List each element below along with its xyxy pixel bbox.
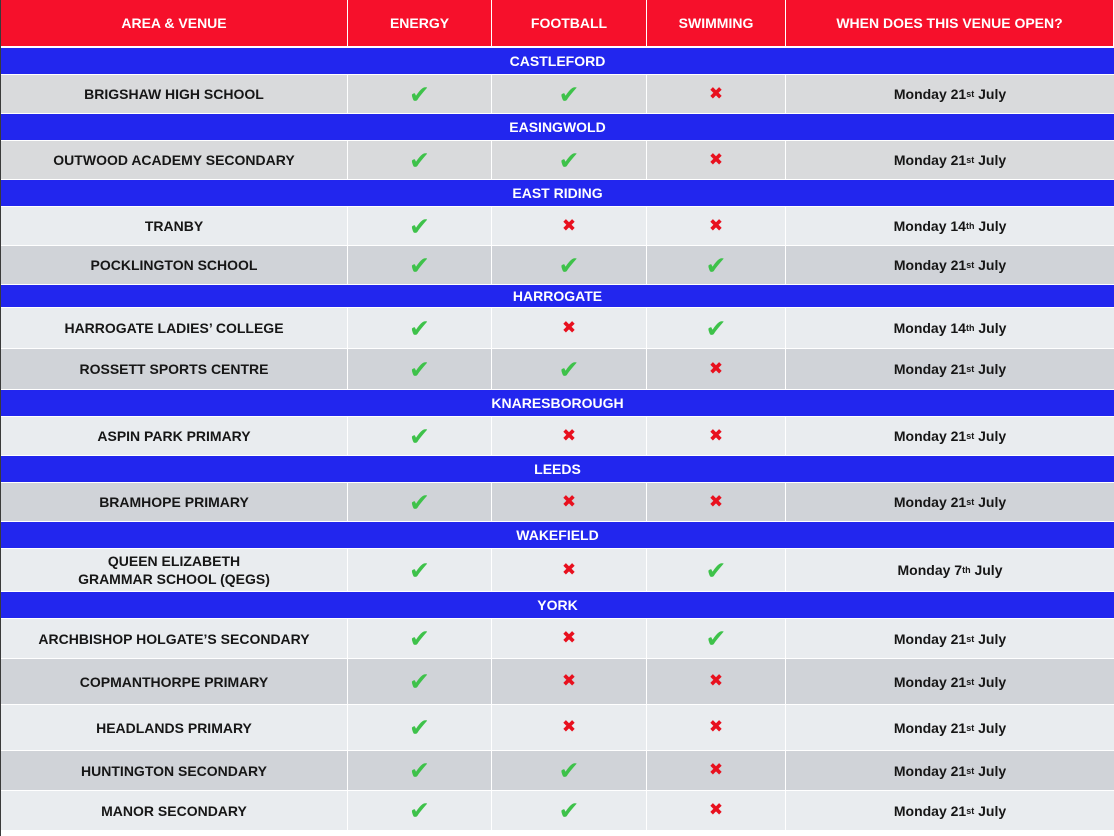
opening-date-month: July — [974, 719, 1007, 736]
check-icon: ✔ — [409, 79, 430, 109]
opening-date: Monday 21 st July — [786, 705, 1114, 751]
check-icon: ✔ — [409, 796, 430, 825]
football-availability-cell — [492, 751, 647, 791]
swimming-availability-cell — [647, 791, 786, 831]
venue-name: BRAMHOPE PRIMARY — [1, 483, 348, 522]
football-availability-cell — [492, 417, 647, 456]
cross-icon: ✖ — [708, 215, 724, 236]
football-availability-cell — [492, 246, 647, 285]
cross-icon: ✖ — [561, 717, 577, 737]
opening-date-day: Monday 21 — [893, 673, 967, 690]
opening-date-day: Monday 21 — [893, 494, 967, 510]
check-icon: ✔ — [558, 756, 580, 785]
energy-availability-cell — [348, 246, 492, 285]
opening-date-month: July — [974, 152, 1007, 168]
area-heading: EASINGWOLD — [1, 114, 1114, 141]
swimming-availability-cell — [647, 75, 786, 114]
swimming-availability-cell — [647, 308, 786, 349]
opening-date: Monday 21 st July — [786, 751, 1114, 791]
swimming-availability-cell — [647, 549, 786, 592]
energy-availability-cell — [348, 549, 492, 592]
check-icon: ✔ — [409, 211, 430, 241]
opening-date: Monday 21 st July — [786, 141, 1114, 180]
opening-date-month: July — [974, 630, 1007, 647]
opening-date-month: July — [974, 86, 1007, 102]
cross-icon: ✖ — [561, 215, 577, 236]
check-icon: ✔ — [705, 555, 727, 585]
opening-date-month: July — [974, 428, 1007, 444]
area-heading: LEEDS — [1, 456, 1114, 483]
header-opening-date: WHEN DOES THIS VENUE OPEN? — [786, 0, 1114, 48]
cross-icon: ✖ — [708, 425, 724, 446]
opening-date-day: Monday 21 — [893, 802, 967, 819]
opening-date: Monday 21 st July — [786, 417, 1114, 456]
opening-date: Monday 21 st July — [786, 791, 1114, 831]
area-heading: WAKEFIELD — [1, 522, 1114, 549]
opening-date-day: Monday 21 — [893, 428, 967, 444]
swimming-availability-cell — [647, 659, 786, 705]
opening-date-day: Monday 21 — [893, 762, 967, 779]
cross-icon: ✖ — [561, 671, 577, 691]
check-icon: ✔ — [705, 250, 727, 280]
opening-date-month: July — [974, 802, 1007, 819]
energy-availability-cell — [348, 75, 492, 114]
energy-availability-cell — [348, 483, 492, 522]
check-icon: ✔ — [409, 250, 430, 280]
swimming-availability-cell — [647, 751, 786, 791]
opening-date-month: July — [974, 494, 1007, 510]
opening-date-month: July — [974, 673, 1007, 690]
area-heading: EAST RIDING — [1, 180, 1114, 207]
football-availability-cell — [492, 308, 647, 349]
venue-name: QUEEN ELIZABETH GRAMMAR SCHOOL (QEGS) — [1, 549, 348, 592]
opening-date-month: July — [974, 361, 1007, 377]
venue-name: HUNTINGTON SECONDARY — [1, 751, 348, 791]
venue-name: MANOR SECONDARY — [1, 791, 348, 831]
energy-availability-cell — [348, 705, 492, 751]
venue-name: COPMANTHORPE PRIMARY — [1, 659, 348, 705]
opening-date: Monday 21 st July — [786, 75, 1114, 114]
swimming-availability-cell — [647, 619, 786, 659]
opening-date-day: Monday 7 — [897, 562, 963, 578]
venue-name: POCKLINGTON SCHOOL — [1, 246, 348, 285]
check-icon: ✔ — [705, 313, 727, 343]
swimming-availability-cell — [647, 246, 786, 285]
check-icon: ✔ — [409, 667, 430, 696]
check-icon: ✔ — [409, 313, 430, 343]
cross-icon: ✖ — [708, 760, 724, 780]
energy-availability-cell — [348, 791, 492, 831]
cross-icon: ✖ — [561, 317, 577, 338]
energy-availability-cell — [348, 659, 492, 705]
cross-icon: ✖ — [708, 149, 724, 170]
football-availability-cell — [492, 207, 647, 246]
check-icon: ✔ — [409, 354, 430, 384]
header-energy: ENERGY — [348, 0, 492, 48]
venue-name: ASPIN PARK PRIMARY — [1, 417, 348, 456]
energy-availability-cell — [348, 207, 492, 246]
opening-date: Monday 21 st July — [786, 349, 1114, 390]
area-heading: CASTLEFORD — [1, 48, 1114, 75]
check-icon: ✔ — [409, 145, 430, 175]
venue-name: HEADLANDS PRIMARY — [1, 705, 348, 751]
swimming-availability-cell — [647, 417, 786, 456]
opening-date: Monday 21 st July — [786, 246, 1114, 285]
venue-name: BRIGSHAW HIGH SCHOOL — [1, 75, 348, 114]
cross-icon: ✖ — [561, 491, 577, 512]
check-icon: ✔ — [409, 487, 430, 517]
football-availability-cell — [492, 549, 647, 592]
swimming-availability-cell — [647, 349, 786, 390]
opening-date-day: Monday 21 — [893, 630, 967, 647]
venue-name: OUTWOOD ACADEMY SECONDARY — [1, 141, 348, 180]
swimming-availability-cell — [647, 705, 786, 751]
check-icon: ✔ — [409, 624, 430, 653]
check-icon: ✔ — [409, 421, 430, 451]
cross-icon: ✖ — [708, 671, 724, 691]
check-icon: ✔ — [409, 555, 430, 585]
energy-availability-cell — [348, 141, 492, 180]
check-icon: ✔ — [558, 250, 580, 280]
venue-name: HARROGATE LADIES’ COLLEGE — [1, 308, 348, 349]
opening-date-day: Monday 21 — [893, 361, 967, 377]
check-icon: ✔ — [705, 624, 727, 653]
energy-availability-cell — [348, 751, 492, 791]
check-icon: ✔ — [558, 79, 580, 109]
opening-date-day: Monday 21 — [893, 257, 967, 273]
venue-name: TRANBY — [1, 207, 348, 246]
opening-date-month: July — [974, 218, 1007, 234]
header-swimming: SWIMMING — [647, 0, 786, 48]
swimming-availability-cell — [647, 141, 786, 180]
opening-date-day: Monday 21 — [893, 152, 967, 168]
energy-availability-cell — [348, 619, 492, 659]
football-availability-cell — [492, 349, 647, 390]
check-icon: ✔ — [558, 145, 580, 175]
football-availability-cell — [492, 791, 647, 831]
opening-date-day: Monday 14 — [893, 218, 966, 234]
energy-availability-cell — [348, 308, 492, 349]
opening-date-month: July — [974, 762, 1007, 779]
opening-date: Monday 14 th July — [786, 308, 1114, 349]
header-football: FOOTBALL — [492, 0, 647, 48]
cross-icon: ✖ — [708, 717, 724, 737]
opening-date: Monday 14 th July — [786, 207, 1114, 246]
energy-availability-cell — [348, 417, 492, 456]
header-area-venue: AREA & VENUE — [1, 0, 348, 48]
area-heading: KNARESBOROUGH — [1, 390, 1114, 417]
swimming-availability-cell — [647, 207, 786, 246]
cross-icon: ✖ — [561, 559, 577, 580]
opening-date-month: July — [974, 257, 1007, 273]
check-icon: ✔ — [558, 796, 580, 825]
area-heading: HARROGATE — [1, 285, 1114, 308]
opening-date: Monday 21 st July — [786, 483, 1114, 522]
football-availability-cell — [492, 141, 647, 180]
venue-name: ROSSETT SPORTS CENTRE — [1, 349, 348, 390]
check-icon: ✔ — [409, 713, 430, 742]
opening-date-month: July — [974, 320, 1007, 336]
football-availability-cell — [492, 705, 647, 751]
football-availability-cell — [492, 659, 647, 705]
check-icon: ✔ — [558, 354, 580, 384]
football-availability-cell — [492, 75, 647, 114]
cross-icon: ✖ — [561, 425, 577, 446]
football-availability-cell — [492, 483, 647, 522]
cross-icon: ✖ — [708, 491, 724, 512]
check-icon: ✔ — [409, 756, 430, 785]
opening-date-day: Monday 14 — [893, 320, 966, 336]
opening-date-day: Monday 21 — [893, 719, 967, 736]
cross-icon: ✖ — [708, 800, 724, 820]
energy-availability-cell — [348, 349, 492, 390]
cross-icon: ✖ — [708, 358, 724, 379]
opening-date: Monday 7 th July — [786, 549, 1114, 592]
cross-icon: ✖ — [708, 83, 724, 104]
swimming-availability-cell — [647, 483, 786, 522]
football-availability-cell — [492, 619, 647, 659]
opening-date-month: July — [970, 562, 1003, 578]
cross-icon: ✖ — [561, 628, 577, 648]
area-heading: YORK — [1, 592, 1114, 619]
opening-date-day: Monday 21 — [893, 86, 967, 102]
opening-date: Monday 21 st July — [786, 619, 1114, 659]
opening-date: Monday 21 st July — [786, 659, 1114, 705]
venue-name: ARCHBISHOP HOLGATE’S SECONDARY — [1, 619, 348, 659]
